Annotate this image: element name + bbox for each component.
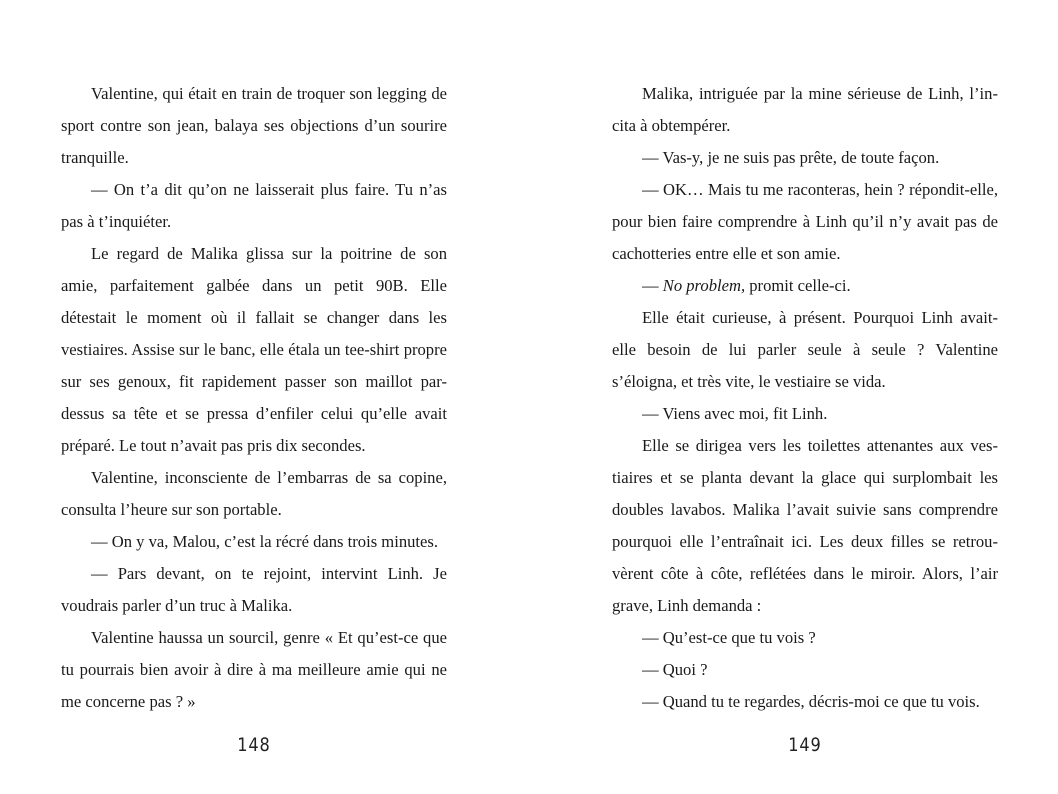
paragraph: — Quoi ?: [642, 660, 708, 679]
page-number-left: 148: [237, 734, 271, 756]
paragraph: — Vas-y, je ne suis pas prête, de toute façon.: [642, 148, 940, 167]
paragraph: Elle était curieuse, à présent. Pourquoi Linh avait-elle besoin de lui parler seule à seule ? Valentine s’éloigna, et très vite, le vestiaire se vida.: [612, 308, 998, 391]
paragraph: Valentine haussa un sourcil, genre « Et qu’est-ce que tu pourrais bien avoir à dire à ma meilleure amie qui ne me concerne pas ? »: [61, 628, 447, 711]
paragraph: — Viens avec moi, fit Linh.: [642, 404, 828, 423]
dialogue-text: promit celle-ci.: [745, 276, 851, 295]
paragraph: — On y va, Malou, c’est la récré dans trois minutes.: [91, 532, 438, 551]
paragraph: — On t’a dit qu’on ne laisserait plus faire. Tu n’as pas à t’inquiéter.: [61, 180, 447, 231]
left-page: [61, 78, 447, 718]
dialogue-dash: —: [642, 276, 663, 295]
italic-phrase: No problem,: [662, 276, 746, 295]
paragraph: Valentine, inconsciente de l’embarras de sa copine, consulta l’heure sur son portable.: [61, 468, 447, 519]
paragraph: Le regard de Malika glissa sur la poitrine de son amie, parfaitement galbée dans un petit 90B. Elle détestait le moment où il fallait se changer dans les vestiaires. Assise sur le banc, elle étala un tee-shirt propre sur ses genoux, fit rapidement passer son maillot par-dessus sa tête et se pressa d’enfiler celui qu’elle avait préparé. Le tout n’avait pas pris dix secondes.: [61, 244, 447, 455]
paragraph: — Quand tu te regardes, décris-moi ce que tu vois.: [642, 692, 980, 711]
paragraph: [612, 270, 998, 302]
page-number-right: 149: [788, 734, 822, 756]
paragraph: — Qu’est-ce que tu vois ?: [642, 628, 816, 647]
paragraph: Valentine, qui était en train de troquer son legging de sport contre son jean, balaya ses objections d’un sourire tranquille.: [61, 84, 447, 167]
paragraph: — Pars devant, on te rejoint, intervint Linh. Je voudrais parler d’un truc à Malika.: [61, 564, 447, 615]
right-page: [612, 78, 998, 718]
paragraph: Malika, intriguée par la mine sérieuse de Linh, l’incita à obtempérer.: [612, 84, 998, 135]
paragraph: Elle se dirigea vers les toilettes attenantes aux vestiaires et se planta devant la glace qui surplombait les doubles lavabos. Malika l’avait suivie sans comprendre pourquoi elle l’entraînait ici. Les deux filles se retrouvèrent côte à côte, reflétées dans le miroir. Alors, l’air grave, Linh demanda :: [612, 436, 998, 615]
paragraph: — OK… Mais tu me raconteras, hein ? répondit-elle, pour bien faire comprendre à Linh qu’il n’y avait pas de cachotteries entre elle et son amie.: [612, 180, 998, 263]
